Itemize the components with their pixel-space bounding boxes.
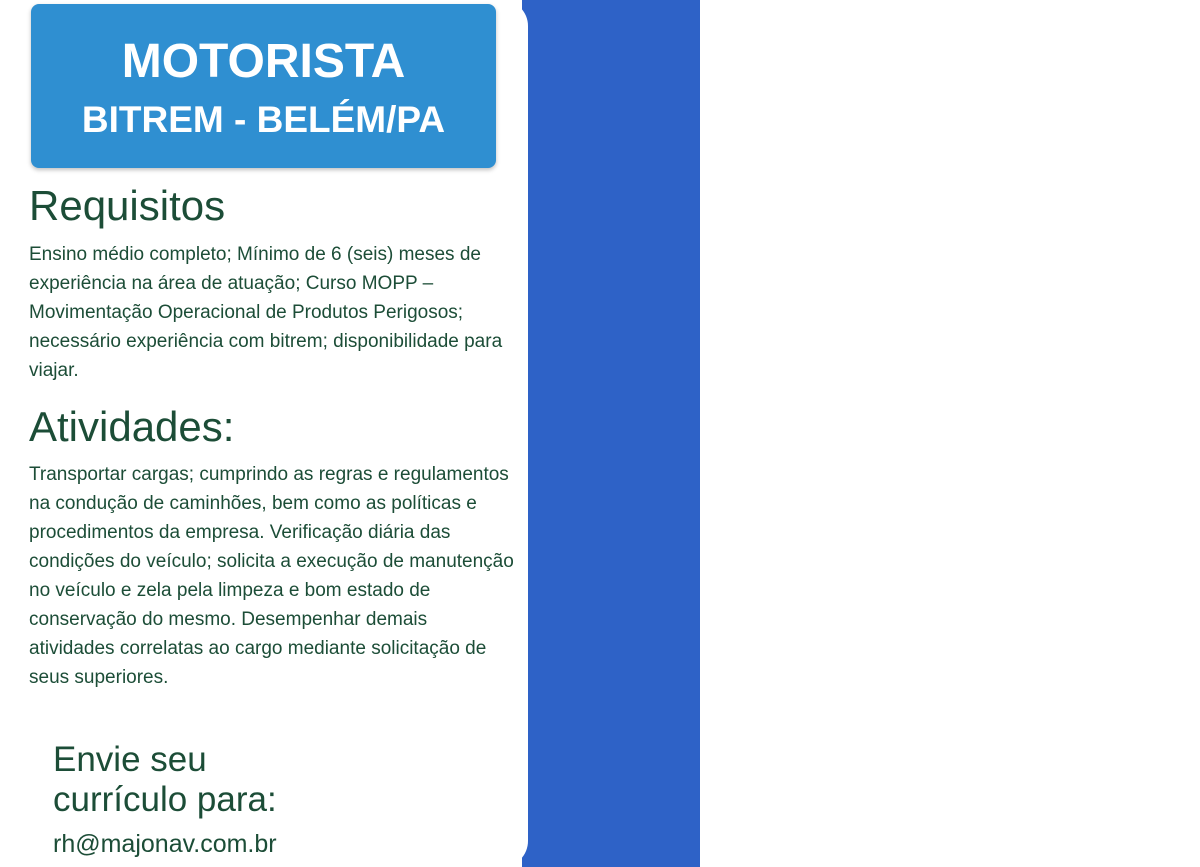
contact-email[interactable]: rh@majonav.com.br [53, 830, 277, 858]
cta-line1: Envie seu [53, 740, 207, 779]
requisitos-heading: Requisitos [29, 182, 226, 229]
title-box [31, 4, 496, 168]
atividades-text: Transportar cargas; cumprindo as regras e regulamentos na condução de caminhões, bem como as políticas e procedimentos da empresa. Verificação diária das condições do veículo; solicita a execução de manutenção no veículo e zela pela limpeza e bom estado de conservação do mesmo. Desempenhar demais atividades correlatas ao cargo mediante solicitação de seus superiores. [29, 464, 514, 688]
side-banner [522, 0, 1200, 867]
job-subtitle: BITREM - BELÉM/PA [81, 99, 446, 140]
cta-line2: currículo para: [53, 780, 277, 819]
side-banner-text: TEMOS VAGA [1068, 30, 1200, 836]
cta-heading [53, 740, 277, 820]
content-card [0, 0, 528, 867]
atividades-heading: Atividades: [29, 403, 235, 450]
job-title: MOTORISTA [121, 35, 406, 88]
requisitos-text: Ensino médio completo; Mínimo de 6 (seis) meses de experiência na área de atuação; Curso MOPP – Movimentação Operacional de Produtos Perigosos; necessário experiência com bitrem; disponibilidade para viajar. [29, 244, 503, 381]
